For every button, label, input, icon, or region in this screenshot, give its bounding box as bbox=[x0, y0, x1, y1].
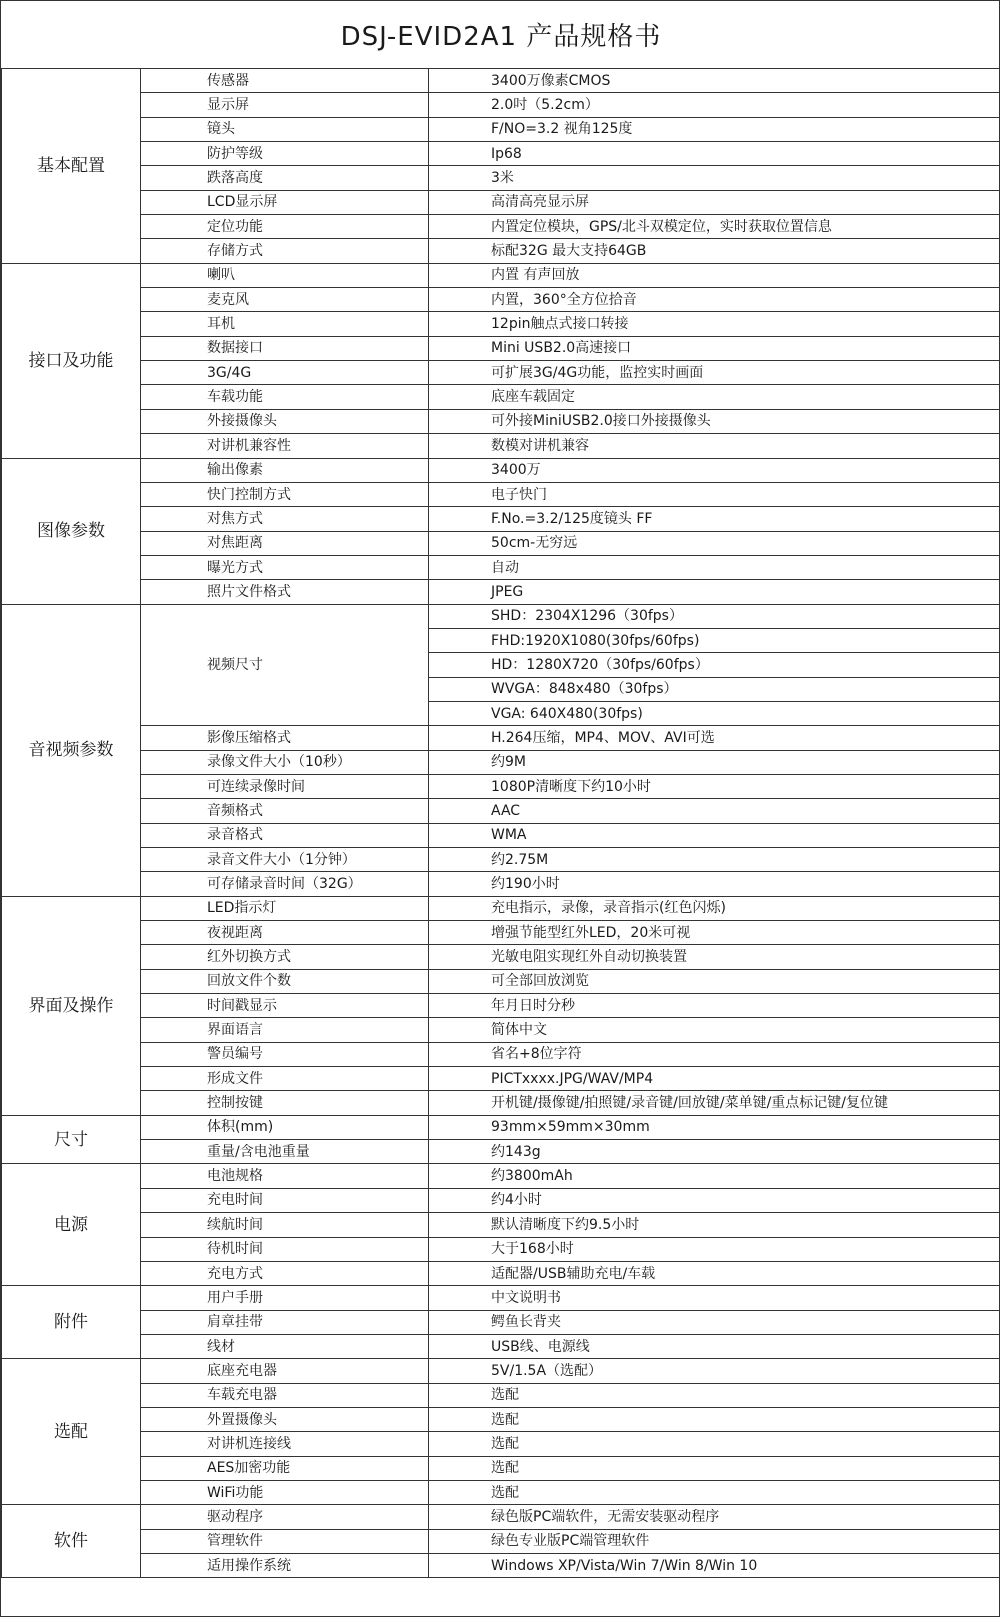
spec-item-label: 可存储录音时间（32G） bbox=[141, 872, 429, 896]
table-row bbox=[2, 750, 1000, 774]
table-row bbox=[2, 288, 1000, 312]
spec-item-label: 界面语言 bbox=[141, 1018, 429, 1042]
spec-item-label: 录像文件大小（10秒） bbox=[141, 750, 429, 774]
spec-item-label: 外接摄像头 bbox=[141, 409, 429, 433]
spec-item-value: 选配 bbox=[429, 1432, 1000, 1456]
table-row bbox=[2, 1505, 1000, 1529]
spec-item-label: 跌落高度 bbox=[141, 166, 429, 190]
spec-item-label: 夜视距离 bbox=[141, 921, 429, 945]
spec-item-label: 管理软件 bbox=[141, 1529, 429, 1553]
spec-item-label: 数据接口 bbox=[141, 336, 429, 360]
table-row bbox=[2, 1213, 1000, 1237]
spec-item-value: 中文说明书 bbox=[429, 1286, 1000, 1310]
table-row bbox=[2, 531, 1000, 555]
table-row bbox=[2, 263, 1000, 287]
spec-item-label: 耳机 bbox=[141, 312, 429, 336]
table-row bbox=[2, 215, 1000, 239]
spec-item-label: 形成文件 bbox=[141, 1067, 429, 1091]
spec-item-value: 标配32G 最大支持64GB bbox=[429, 239, 1000, 263]
spec-item-label: 对讲机连接线 bbox=[141, 1432, 429, 1456]
table-row bbox=[2, 1407, 1000, 1431]
table-row bbox=[2, 1237, 1000, 1261]
spec-item-label: 对焦方式 bbox=[141, 507, 429, 531]
spec-item-label: 底座充电器 bbox=[141, 1359, 429, 1383]
spec-item-label: 防护等级 bbox=[141, 142, 429, 166]
spec-item-label: LCD显示屏 bbox=[141, 190, 429, 214]
spec-item-label: 录音格式 bbox=[141, 823, 429, 847]
spec-item-label: 照片文件格式 bbox=[141, 580, 429, 604]
spec-item-value: 绿色专业版PC端管理软件 bbox=[429, 1529, 1000, 1553]
table-row bbox=[2, 1480, 1000, 1504]
category-label: 图像参数 bbox=[2, 458, 141, 604]
spec-item-label: 线材 bbox=[141, 1334, 429, 1358]
table-row bbox=[2, 190, 1000, 214]
spec-item-label: 镜头 bbox=[141, 117, 429, 141]
table-row bbox=[2, 1432, 1000, 1456]
table-row bbox=[2, 507, 1000, 531]
spec-item-value: 适配器/USB辅助充电/车载 bbox=[429, 1261, 1000, 1285]
spec-item-label: 肩章挂带 bbox=[141, 1310, 429, 1334]
spec-table-body bbox=[2, 69, 1000, 1578]
spec-item-label: 回放文件个数 bbox=[141, 969, 429, 993]
table-row bbox=[2, 142, 1000, 166]
spec-item-value: 内置定位模块，GPS/北斗双模定位，实时获取位置信息 bbox=[429, 215, 1000, 239]
spec-item-label: 红外切换方式 bbox=[141, 945, 429, 969]
table-row bbox=[2, 166, 1000, 190]
table-row bbox=[2, 1286, 1000, 1310]
table-row bbox=[2, 1188, 1000, 1212]
table-row bbox=[2, 1456, 1000, 1480]
spec-item-value: HD：1280X720（30fps/60fps） bbox=[429, 653, 1000, 677]
spec-item-value: 默认清晰度下约9.5小时 bbox=[429, 1213, 1000, 1237]
table-row bbox=[2, 117, 1000, 141]
spec-item-label: 录音文件大小（1分钟） bbox=[141, 848, 429, 872]
table-row bbox=[2, 1042, 1000, 1066]
spec-item-value: 电子快门 bbox=[429, 482, 1000, 506]
table-row bbox=[2, 458, 1000, 482]
spec-item-value: 高清高亮显示屏 bbox=[429, 190, 1000, 214]
spec-item-value: 3400万 bbox=[429, 458, 1000, 482]
spec-item-label: 音频格式 bbox=[141, 799, 429, 823]
spec-item-value: 1080P清晰度下约10小时 bbox=[429, 774, 1000, 798]
category-label: 电源 bbox=[2, 1164, 141, 1286]
spec-item-label: 快门控制方式 bbox=[141, 482, 429, 506]
spec-item-value: 50cm-无穷远 bbox=[429, 531, 1000, 555]
table-row bbox=[2, 1334, 1000, 1358]
spec-item-label: 对焦距离 bbox=[141, 531, 429, 555]
spec-item-label: 车载功能 bbox=[141, 385, 429, 409]
spec-item-label: 用户手册 bbox=[141, 1286, 429, 1310]
spec-item-label: 待机时间 bbox=[141, 1237, 429, 1261]
table-row bbox=[2, 1553, 1000, 1577]
spec-item-value: 增强节能型红外LED，20米可视 bbox=[429, 921, 1000, 945]
spec-item-value: 3米 bbox=[429, 166, 1000, 190]
table-row bbox=[2, 482, 1000, 506]
table-row bbox=[2, 312, 1000, 336]
spec-item-value: 5V/1.5A（选配） bbox=[429, 1359, 1000, 1383]
table-row bbox=[2, 239, 1000, 263]
spec-item-value: VGA: 640X480(30fps) bbox=[429, 701, 1000, 725]
spec-item-label: 充电方式 bbox=[141, 1261, 429, 1285]
spec-item-value: 自动 bbox=[429, 555, 1000, 579]
table-row bbox=[2, 580, 1000, 604]
table-row bbox=[2, 93, 1000, 117]
spec-item-label: AES加密功能 bbox=[141, 1456, 429, 1480]
table-row bbox=[2, 921, 1000, 945]
table-row bbox=[2, 1018, 1000, 1042]
spec-item-label: 警员编号 bbox=[141, 1042, 429, 1066]
category-label: 尺寸 bbox=[2, 1115, 141, 1164]
table-row bbox=[2, 1115, 1000, 1139]
spec-item-value: 约9M bbox=[429, 750, 1000, 774]
spec-item-value: 简体中文 bbox=[429, 1018, 1000, 1042]
spec-item-label: 影像压缩格式 bbox=[141, 726, 429, 750]
spec-item-value: USB线、电源线 bbox=[429, 1334, 1000, 1358]
table-row bbox=[2, 385, 1000, 409]
spec-item-value: 开机键/摄像键/拍照键/录音键/回放键/菜单键/重点标记键/复位键 bbox=[429, 1091, 1000, 1115]
table-row bbox=[2, 361, 1000, 385]
spec-item-label: 充电时间 bbox=[141, 1188, 429, 1212]
spec-item-label: 输出像素 bbox=[141, 458, 429, 482]
spec-item-label: 体积(mm) bbox=[141, 1115, 429, 1139]
category-label: 界面及操作 bbox=[2, 896, 141, 1115]
spec-item-label: 定位功能 bbox=[141, 215, 429, 239]
spec-item-value: 3400万像素CMOS bbox=[429, 69, 1000, 93]
spec-item-label: 存储方式 bbox=[141, 239, 429, 263]
spec-item-label: 续航时间 bbox=[141, 1213, 429, 1237]
table-row bbox=[2, 1310, 1000, 1334]
table-row bbox=[2, 604, 1000, 628]
table-row bbox=[2, 945, 1000, 969]
spec-item-value: Ip68 bbox=[429, 142, 1000, 166]
page-title: DSJ-EVID2A1 产品规格书 bbox=[1, 1, 1000, 69]
spec-item-label: 适用操作系统 bbox=[141, 1553, 429, 1577]
spec-item-label: LED指示灯 bbox=[141, 896, 429, 920]
spec-item-value: 内置 有声回放 bbox=[429, 263, 1000, 287]
spec-item-value: 省名+8位字符 bbox=[429, 1042, 1000, 1066]
spec-item-value: 可外接MiniUSB2.0接口外接摄像头 bbox=[429, 409, 1000, 433]
table-row bbox=[2, 1140, 1000, 1164]
table-row bbox=[2, 823, 1000, 847]
spec-item-label: 视频尺寸 bbox=[141, 604, 429, 726]
table-row bbox=[2, 799, 1000, 823]
table-row bbox=[2, 872, 1000, 896]
spec-item-value: 12pin触点式接口转接 bbox=[429, 312, 1000, 336]
category-label: 软件 bbox=[2, 1505, 141, 1578]
spec-item-value: FHD:1920X1080(30fps/60fps) bbox=[429, 628, 1000, 652]
category-label: 基本配置 bbox=[2, 69, 141, 264]
category-label: 选配 bbox=[2, 1359, 141, 1505]
spec-item-value: 约4小时 bbox=[429, 1188, 1000, 1212]
spec-item-value: F.No.=3.2/125度镜头 FF bbox=[429, 507, 1000, 531]
spec-item-value: Windows XP/Vista/Win 7/Win 8/Win 10 bbox=[429, 1553, 1000, 1577]
table-row bbox=[2, 896, 1000, 920]
spec-item-label: 外置摄像头 bbox=[141, 1407, 429, 1431]
spec-item-value: 约190小时 bbox=[429, 872, 1000, 896]
spec-item-value: 大于168小时 bbox=[429, 1237, 1000, 1261]
spec-item-value: H.264压缩，MP4、MOV、AVI可选 bbox=[429, 726, 1000, 750]
table-row bbox=[2, 774, 1000, 798]
spec-item-value: AAC bbox=[429, 799, 1000, 823]
spec-table bbox=[1, 68, 1000, 1578]
table-row bbox=[2, 336, 1000, 360]
spec-item-value: 光敏电阻实现红外自动切换装置 bbox=[429, 945, 1000, 969]
spec-item-label: WiFi功能 bbox=[141, 1480, 429, 1504]
table-row bbox=[2, 1091, 1000, 1115]
spec-item-value: 选配 bbox=[429, 1480, 1000, 1504]
spec-item-value: PICTxxxx.JPG/WAV/MP4 bbox=[429, 1067, 1000, 1091]
spec-item-value: 约2.75M bbox=[429, 848, 1000, 872]
spec-item-label: 可连续录像时间 bbox=[141, 774, 429, 798]
spec-item-value: 可全部回放浏览 bbox=[429, 969, 1000, 993]
spec-item-value: 内置，360°全方位拾音 bbox=[429, 288, 1000, 312]
spec-item-label: 电池规格 bbox=[141, 1164, 429, 1188]
category-label: 接口及功能 bbox=[2, 263, 141, 458]
spec-item-value: 93mm×59mm×30mm bbox=[429, 1115, 1000, 1139]
spec-item-value: JPEG bbox=[429, 580, 1000, 604]
table-row bbox=[2, 1067, 1000, 1091]
spec-item-value: 绿色版PC端软件，无需安装驱动程序 bbox=[429, 1505, 1000, 1529]
table-row bbox=[2, 1164, 1000, 1188]
spec-item-value: 2.0吋（5.2cm） bbox=[429, 93, 1000, 117]
spec-item-label: 驱动程序 bbox=[141, 1505, 429, 1529]
table-row bbox=[2, 848, 1000, 872]
spec-item-label: 传感器 bbox=[141, 69, 429, 93]
table-row bbox=[2, 1261, 1000, 1285]
spec-item-value: SHD：2304X1296（30fps） bbox=[429, 604, 1000, 628]
spec-item-value: WMA bbox=[429, 823, 1000, 847]
table-row bbox=[2, 555, 1000, 579]
table-row bbox=[2, 69, 1000, 93]
spec-item-label: 重量/含电池重量 bbox=[141, 1140, 429, 1164]
table-row bbox=[2, 409, 1000, 433]
table-row bbox=[2, 726, 1000, 750]
spec-item-value: Mini USB2.0高速接口 bbox=[429, 336, 1000, 360]
spec-item-value: 选配 bbox=[429, 1456, 1000, 1480]
category-label: 音视频参数 bbox=[2, 604, 141, 896]
category-label: 附件 bbox=[2, 1286, 141, 1359]
spec-item-value: 充电指示，录像，录音指示(红色闪烁) bbox=[429, 896, 1000, 920]
spec-item-label: 3G/4G bbox=[141, 361, 429, 385]
spec-item-value: F/NO=3.2 视角125度 bbox=[429, 117, 1000, 141]
spec-item-value: 数模对讲机兼容 bbox=[429, 434, 1000, 458]
spec-item-value: 约3800mAh bbox=[429, 1164, 1000, 1188]
spec-item-value: WVGA：848x480（30fps） bbox=[429, 677, 1000, 701]
spec-item-value: 选配 bbox=[429, 1383, 1000, 1407]
spec-item-value: 底座车载固定 bbox=[429, 385, 1000, 409]
table-row bbox=[2, 969, 1000, 993]
spec-item-label: 显示屏 bbox=[141, 93, 429, 117]
table-row bbox=[2, 1383, 1000, 1407]
table-row bbox=[2, 1359, 1000, 1383]
spec-item-label: 控制按键 bbox=[141, 1091, 429, 1115]
spec-item-value: 年月日时分秒 bbox=[429, 994, 1000, 1018]
spec-item-label: 对讲机兼容性 bbox=[141, 434, 429, 458]
spec-item-value: 可扩展3G/4G功能，监控实时画面 bbox=[429, 361, 1000, 385]
spec-item-label: 麦克风 bbox=[141, 288, 429, 312]
spec-item-value: 约143g bbox=[429, 1140, 1000, 1164]
table-row bbox=[2, 434, 1000, 458]
spec-item-label: 曝光方式 bbox=[141, 555, 429, 579]
table-row bbox=[2, 1529, 1000, 1553]
spec-item-label: 车载充电器 bbox=[141, 1383, 429, 1407]
spec-item-value: 鳄鱼长背夹 bbox=[429, 1310, 1000, 1334]
spec-item-label: 时间戳显示 bbox=[141, 994, 429, 1018]
table-row bbox=[2, 994, 1000, 1018]
spec-item-value: 选配 bbox=[429, 1407, 1000, 1431]
spec-item-label: 喇叭 bbox=[141, 263, 429, 287]
